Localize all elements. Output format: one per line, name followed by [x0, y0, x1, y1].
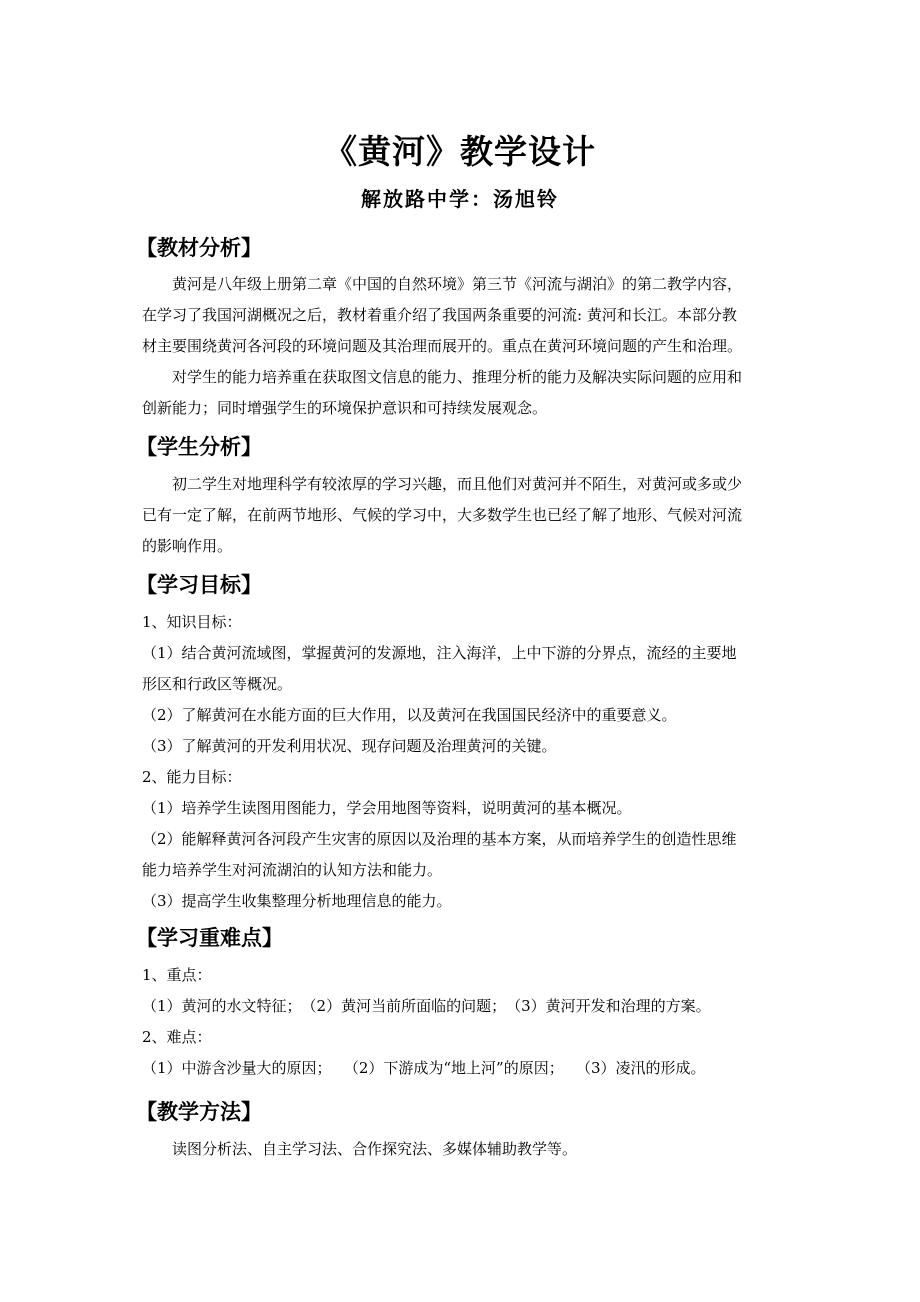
list-item: （2）了解黄河在水能方面的巨大作用，以及黄河在我国国民经济中的重要意义。: [142, 706, 677, 724]
document-title: 《黄河》教学设计: [324, 132, 596, 171]
list-item: 2、能力目标：: [142, 768, 242, 786]
list-item: 能力培养学生对河流湖泊的认知方法和能力。: [142, 861, 443, 879]
paragraph-line: 已有一定了解，在前两节地形、气候的学习中，大多数学生也已经了解了地形、气候对河流: [142, 506, 743, 524]
section-heading-learning-objectives: 【学习目标】: [136, 572, 262, 597]
list-item: （1）结合黄河流域图，掌握黄河的发源地，注入海洋，上中下游的分界点，流经的主要地: [142, 644, 737, 662]
paragraph-line: 材主要围绕黄河各河段的环境问题及其治理而展开的。重点在黄河环境问题的产生和治理。: [142, 337, 743, 355]
list-item: 1、重点：: [142, 966, 212, 984]
section-heading-key-difficult-points: 【学习重难点】: [136, 925, 283, 950]
paragraph-line: 对学生的能力培养重在获取图文信息的能力、推理分析的能力及解决实际问题的应用和: [172, 368, 743, 386]
paragraph-line: 在学习了我国河湖概况之后，教材着重介绍了我国两条重要的河流: 黄河和长江。本部分教: [142, 306, 737, 324]
list-item: 形区和行政区等概况。: [142, 675, 293, 693]
paragraph-line: 的影响作用。: [142, 537, 233, 555]
author-line: 解放路中学：汤旭铃: [361, 187, 559, 211]
section-heading-student-analysis: 【学生分析】: [136, 434, 262, 459]
list-item: 2、难点：: [142, 1028, 212, 1046]
paragraph-line: 黄河是八年级上册第二章《中国的自然环境》第三节《河流与湖泊》的第二教学内容，: [172, 275, 743, 293]
section-heading-teaching-methods: 【教学方法】: [136, 1099, 262, 1124]
list-item: （1）黄河的水文特征； （2）黄河当前所面临的问题； （3）黄河开发和治理的方案。: [142, 997, 711, 1015]
paragraph-line: 创新能力；同时增强学生的环境保护意识和可持续发展观念。: [142, 399, 548, 417]
list-item: （2）能解释黄河各河段产生灾害的原因以及治理的基本方案，从而培养学生的创造性思维: [142, 830, 737, 848]
paragraph-line: 读图分析法、自主学习法、合作探究法、多媒体辅助教学等。: [172, 1140, 578, 1158]
list-item: 1、知识目标：: [142, 613, 242, 631]
list-item: （3）了解黄河的开发利用状况、现存问题及治理黄河的关键。: [142, 737, 557, 755]
list-item: （3）提高学生收集整理分析地理信息的能力。: [142, 892, 452, 910]
paragraph-line: 初二学生对地理科学有较浓厚的学习兴趣，而且他们对黄河并不陌生，对黄河或多或少: [172, 475, 743, 493]
section-heading-textbook-analysis: 【教材分析】: [136, 235, 262, 260]
list-item: （1）培养学生读图用图能力，学会用地图等资料，说明黄河的基本概况。: [142, 799, 632, 817]
list-item: （1）中游含沙量大的原因； （2）下游成为“地上河”的原因； （3）凌汛的形成。: [142, 1059, 706, 1077]
